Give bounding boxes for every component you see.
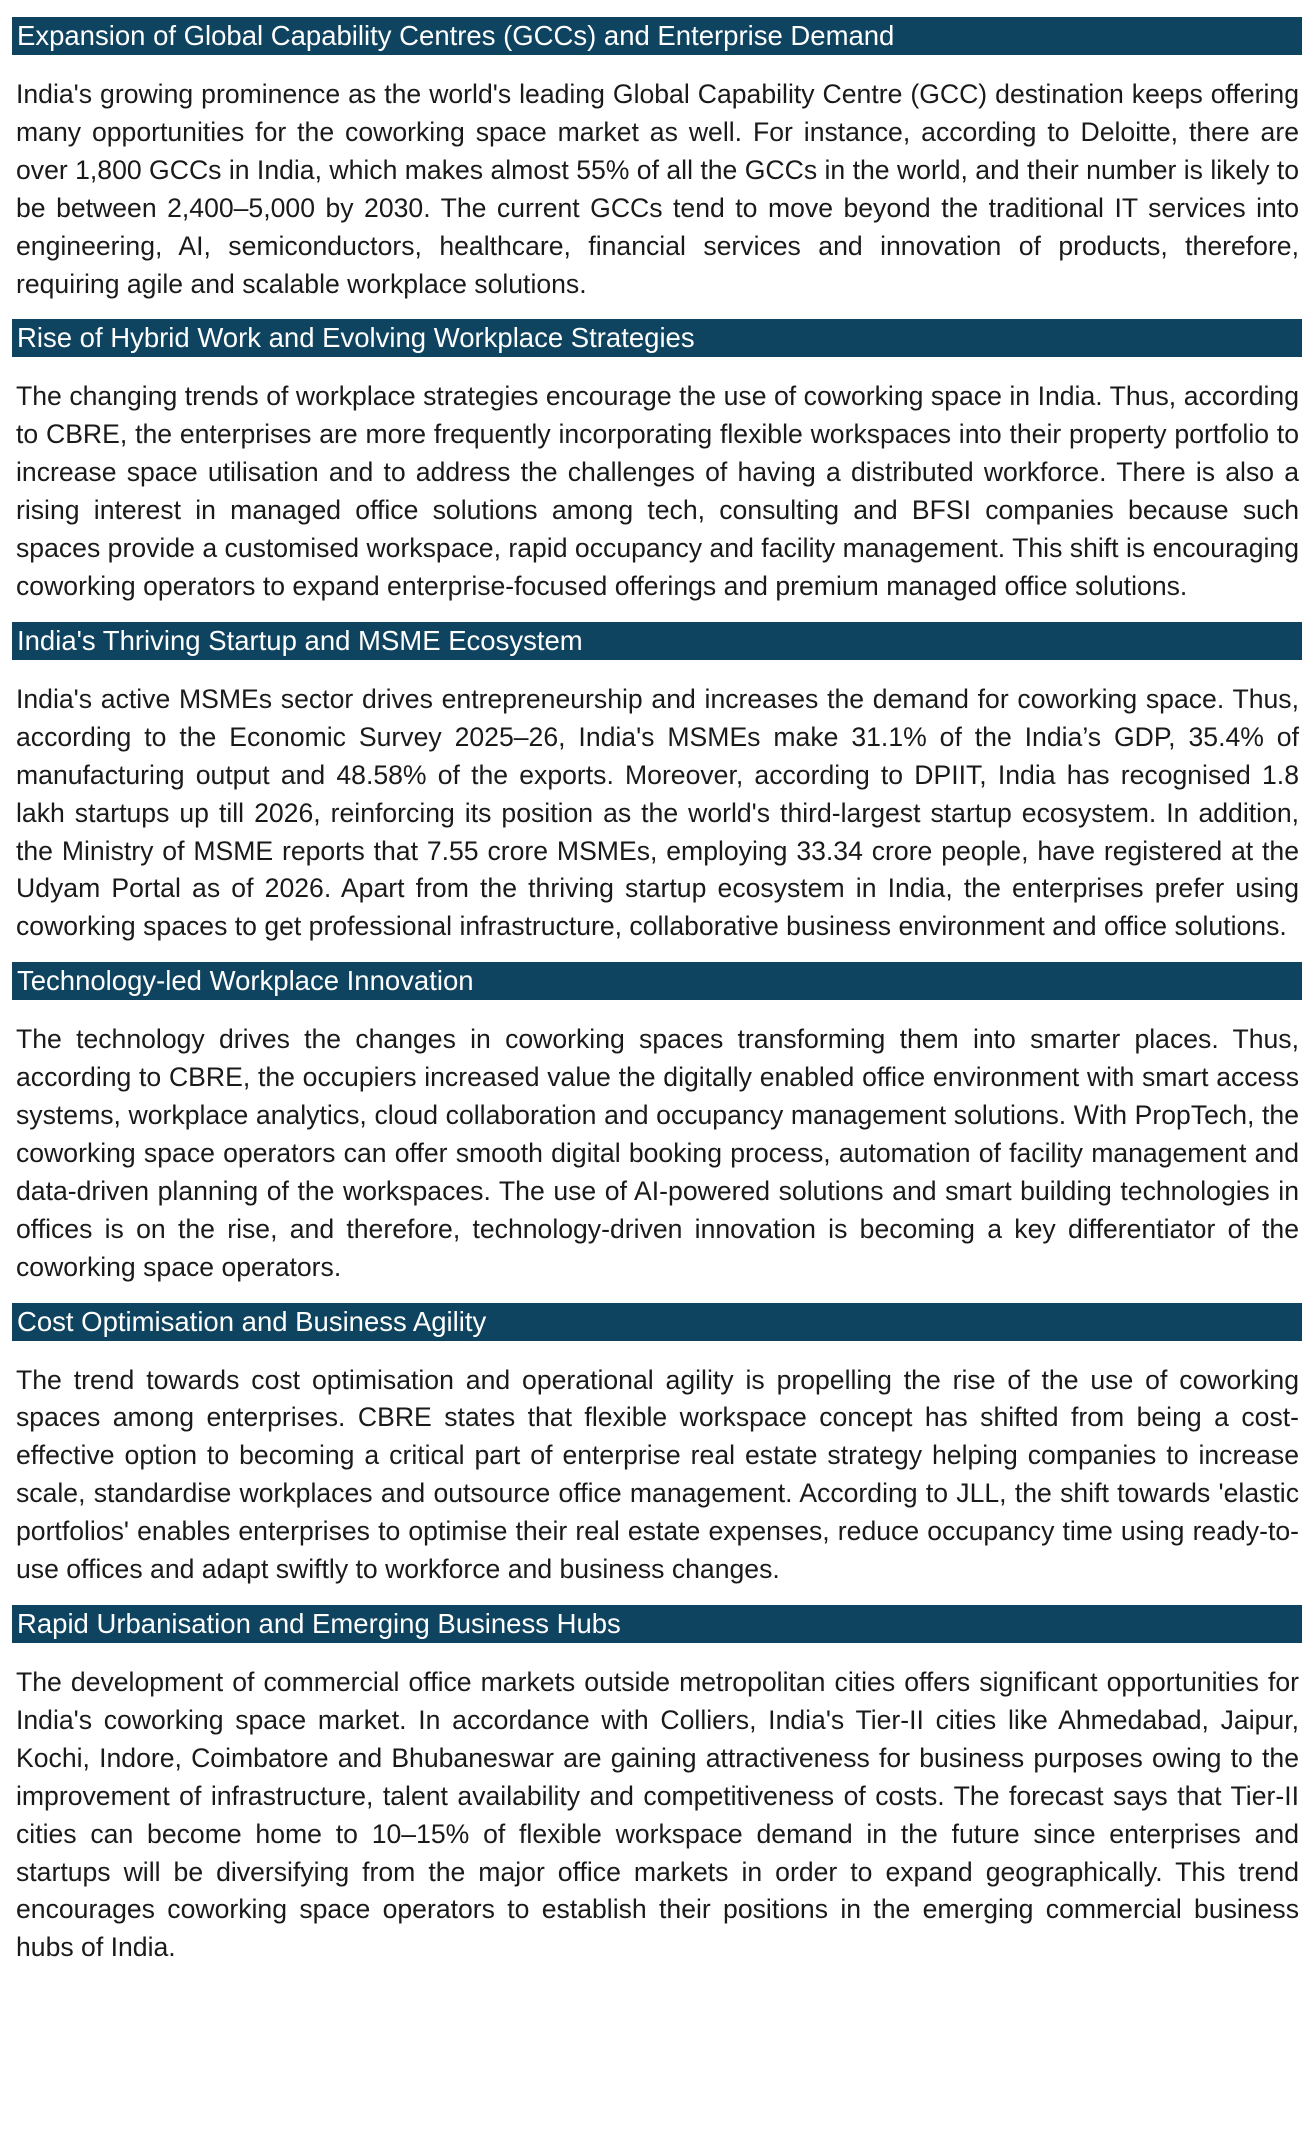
section-gcc-expansion	[12, 17, 1302, 303]
section-paragraph: The technology drives the changes in coworking spaces transforming them into smarter places. Thus, according to CBRE, the occupiers increased value the digitally enabled office environment with smart access systems, workplace analytics, cloud collaboration and occupancy management solutions. With PropTech, the coworking space operators can offer smooth digital booking process, automation of facility management and data-driven planning of the workspaces. The use of AI-powered solutions and smart building technologies in offices is on the rise, and therefore, technology-driven innovation is becoming a key differentiator of the coworking space operators.	[16, 1024, 1299, 1282]
section-paragraph: India's growing prominence as the world's leading Global Capability Centre (GCC) destination keeps offering many opportunities for the coworking space market as well. For instance, according to Deloitte, there are over 1,800 GCCs in India, which makes almost 55% of all the GCCs in the world, and their number is likely to be between 2,400–5,000 by 2030. The current GCCs tend to move beyond the traditional IT services into engineering, AI, semiconductors, healthcare, financial services and innovation of products, therefore, requiring agile and scalable workplace solutions.	[16, 79, 1299, 299]
section-urbanisation-hubs	[12, 1605, 1302, 1967]
section-hybrid-work	[12, 319, 1302, 605]
section-paragraph: The changing trends of workplace strategies encourage the use of coworking space in India. Thus, according to CBRE, the enterprises are more frequently incorporating flexible workspaces into their property portfolio to increase space utilisation and to address the challenges of having a distributed workforce. There is also a rising interest in managed office solutions among tech, consulting and BFSI companies because such spaces provide a customised workspace, rapid occupancy and facility management. This shift is encouraging coworking operators to expand enterprise-focused offerings and premium managed office solutions.	[16, 381, 1299, 601]
section-heading: Cost Optimisation and Business Agility	[12, 1303, 1302, 1341]
section-heading: Rise of Hybrid Work and Evolving Workplace Strategies	[12, 319, 1302, 357]
section-heading: India's Thriving Startup and MSME Ecosystem	[12, 622, 1302, 660]
section-heading: Expansion of Global Capability Centres (GCCs) and Enterprise Demand	[12, 17, 1302, 55]
section-heading: Rapid Urbanisation and Emerging Business Hubs	[12, 1605, 1302, 1643]
section-startup-msme	[12, 622, 1302, 946]
section-paragraph: The trend towards cost optimisation and operational agility is propelling the rise of the use of coworking spaces among enterprises. CBRE states that flexible workspace concept has shifted from being a cost-effective option to becoming a critical part of enterprise real estate strategy helping companies to increase scale, standardise workplaces and outsource office management. According to JLL, the shift towards 'elastic portfolios' enables enterprises to optimise their real estate expenses, reduce occupancy time using ready-to-use offices and adapt swiftly to workforce and business changes.	[16, 1364, 1299, 1585]
section-cost-optimisation	[12, 1303, 1302, 1589]
section-heading: Technology-led Workplace Innovation	[12, 962, 1302, 1000]
section-paragraph: India's active MSMEs sector drives entrepreneurship and increases the demand for coworking space. Thus, according to the Economic Survey 2025–26, India's MSMEs make 31.1% of the India’s GDP, 35.4% of manufacturing output and 48.58% of the exports. Moreover, according to DPIIT, India has recognised 1.8 lakh startups up till 2026, reinforcing its position as the world's third-largest startup ecosystem. In addition, the Ministry of MSME reports that 7.55 crore MSMEs, employing 33.34 crore people, have registered at the Udyam Portal as of 2026. Apart from the thriving startup ecosystem in India, the enterprises prefer using coworking spaces to get professional infrastructure, collaborative business environment and office solutions.	[16, 683, 1299, 942]
section-technology-innovation	[12, 962, 1302, 1286]
section-paragraph: The development of commercial office markets outside metropolitan cities offers significant opportunities for India's coworking space market. In accordance with Colliers, India's Tier-II cities like Ahmedabad, Jaipur, Kochi, Indore, Coimbatore and Bhubaneswar are gaining attractiveness for business purposes owing to the improvement of infrastructure, talent availability and competitiveness of costs. The forecast says that Tier-II cities can become home to 10–15% of flexible workspace demand in the future since enterprises and startups will be diversifying from the major office markets in order to expand geographically. This trend encourages coworking space operators to establish their positions in the emerging commercial business hubs of India.	[16, 1667, 1299, 1963]
